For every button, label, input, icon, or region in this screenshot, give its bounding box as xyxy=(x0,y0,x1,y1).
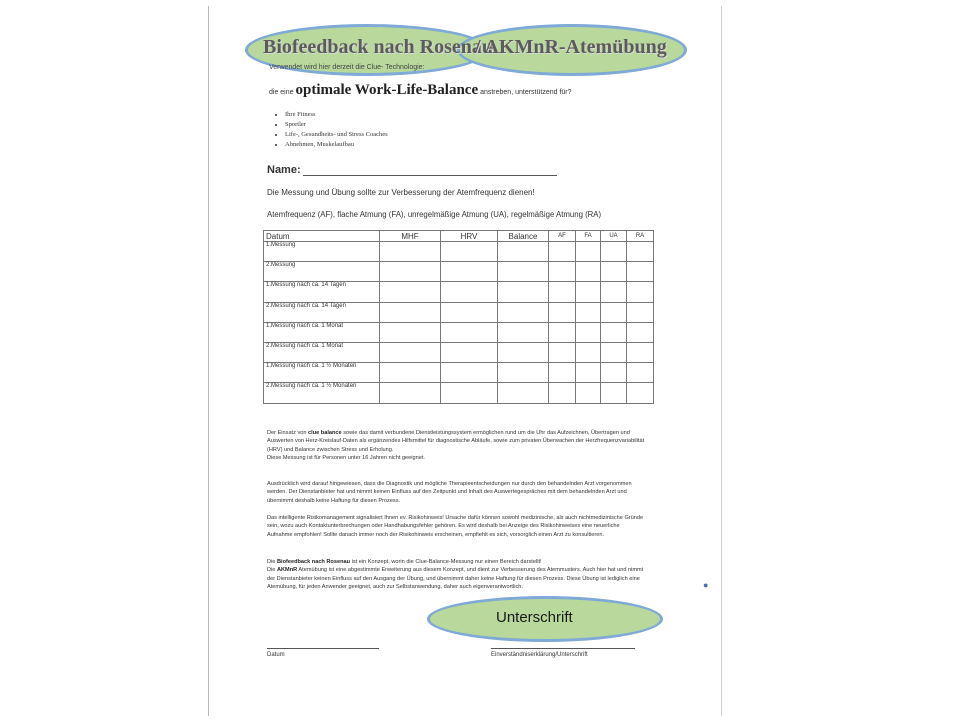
name-field[interactable] xyxy=(303,174,557,176)
cell-hrv[interactable] xyxy=(441,342,498,362)
cell-ra[interactable] xyxy=(627,342,654,362)
col-header-hrv: HRV xyxy=(441,231,498,242)
cell-mhf[interactable] xyxy=(380,383,441,403)
cell-af[interactable] xyxy=(549,262,576,282)
cell-balance[interactable] xyxy=(498,383,549,403)
table-row xyxy=(264,242,654,262)
text: Die xyxy=(267,559,276,565)
list-item: • Ihre Fitness xyxy=(285,110,388,120)
col-header-datum: Datum xyxy=(264,231,380,242)
cell-ra[interactable] xyxy=(627,302,654,322)
target-list xyxy=(271,110,388,150)
cell-af[interactable] xyxy=(549,363,576,383)
cell-ra[interactable] xyxy=(627,262,654,282)
cell-ua[interactable] xyxy=(601,302,627,322)
list-item: • Sportler xyxy=(285,120,388,130)
cell-mhf[interactable] xyxy=(380,322,441,342)
text: ist ein Konzept, worin die Clue-Balance-Messung nur einen Bereich darstellt! xyxy=(351,559,542,565)
cell-ua[interactable] xyxy=(601,242,627,262)
row-label: 2.Messung nach ca. 1 Monat xyxy=(264,342,380,362)
cell-balance[interactable] xyxy=(498,262,549,282)
row-label: 1.Messung xyxy=(264,242,380,262)
name-label: Name: xyxy=(267,164,301,176)
cell-af[interactable] xyxy=(549,302,576,322)
cell-balance[interactable] xyxy=(498,342,549,362)
cell-hrv[interactable] xyxy=(441,322,498,342)
datum-label: Datum xyxy=(267,652,285,658)
text: Atemübung ist eine abgestimmte Erweiterung aus diesem Konzept, und dient zur Verbesserung des Atemmusters. Auch hier hat und nimmt der Dienstanbieter keinen Einfluss auf den Ausgang der Übung, und übernimmt daher keine Haftung für diesen Prozess. Diese Übung ist lediglich eine Atemübung, für jeden Anwender geeignet, auch zur Selbstanwendung, daher auch eigenverantwortlich. xyxy=(267,567,644,590)
title-right: / AKMnR-Atemübung xyxy=(475,36,667,58)
cell-af[interactable] xyxy=(549,322,576,342)
paragraph-risikomanagement: Das intelligente Risikomanagement signalisiert Ihnen ev. Risikohinweis! Ursache dafür können sowohl medizinische, als auch nichtmedizinische Gründe sein, wozu auch Kontaktunterbrechungen oder Handhabungsfehler gehören. Es wird deshalb bei Anzeige des Risikohinweises eine neuerliche Aufnahme empfohlen! Sollte danach immer noch der Risikohinweis erscheinen, empfiehlt es sich, vorsorglich einen Arzt zu konsultieren. xyxy=(267,515,644,538)
col-header-balance: Balance xyxy=(498,231,549,242)
signature-line[interactable] xyxy=(491,648,635,650)
used-technology-text: Verwendet wird hier derzeit die Clue- Technologie: xyxy=(269,64,425,71)
row-label: 2.Messung nach ca. 1 ½ Monaten xyxy=(264,383,380,403)
cell-fa[interactable] xyxy=(576,342,601,362)
table-row xyxy=(264,262,654,282)
cell-mhf[interactable] xyxy=(380,262,441,282)
col-header-ra: RA xyxy=(627,231,654,242)
lead-post: anstreben, unterstützend für? xyxy=(480,89,572,96)
title-left: Biofeedback nach Rosenau xyxy=(263,36,494,58)
text: sowie das damit verbundene Dienstleistungssystem ermöglichen rund um die Uhr das Aufzeichnen, Übertragen und Auswerten von Herz-Kreislauf-Daten als ergänzendes Hilfsmittel für diagnostische Abläufe, sowie zum privaten Überwachen der Herzfrequenzvariabilität (HRV) und Balance zwischen Stress und Erholung. xyxy=(267,430,645,453)
cell-hrv[interactable] xyxy=(441,242,498,262)
cell-af[interactable] xyxy=(549,282,576,302)
table-row xyxy=(264,322,654,342)
cell-fa[interactable] xyxy=(576,302,601,322)
list-item: • Life-, Gesundheits- und Stress Coaches xyxy=(285,130,388,140)
row-label: 2.Messung xyxy=(264,262,380,282)
paragraph-konzept xyxy=(267,558,645,591)
cell-mhf[interactable] xyxy=(380,242,441,262)
col-header-af: AF xyxy=(549,231,576,242)
cell-hrv[interactable] xyxy=(441,363,498,383)
cell-mhf[interactable] xyxy=(380,342,441,362)
cell-ra[interactable] xyxy=(627,383,654,403)
cell-balance[interactable] xyxy=(498,322,549,342)
cell-hrv[interactable] xyxy=(441,262,498,282)
cell-mhf[interactable] xyxy=(380,363,441,383)
table-row xyxy=(264,342,654,362)
table-row xyxy=(264,302,654,322)
table-row xyxy=(264,363,654,383)
row-label: 1.Messung nach ca. 1 ½ Monaten xyxy=(264,363,380,383)
brand-clue-balance: clue balance xyxy=(308,430,342,436)
cell-ra[interactable] xyxy=(627,322,654,342)
cell-hrv[interactable] xyxy=(441,302,498,322)
cell-af[interactable] xyxy=(549,242,576,262)
brand-akmnr: AKMnR xyxy=(276,567,298,574)
consent-label: Einverständniserklärung/Unterschrift xyxy=(491,652,588,658)
paragraph-disclaimer-arzt: Ausdrücklich wird darauf hingewiesen, dass die Diagnostik und mögliche Therapieentscheidungen nur durch den behandelnden Arzt vorgenommen werden. Der Dienstanbieter hat und nimmt keinen Einfluss auf den Zeitpunkt und Inhalt des Auswertegespräches mit dem behandelnden Arzt und übernimmt deshalb keine Haftung für diesen Prozess. xyxy=(267,481,632,504)
cell-ua[interactable] xyxy=(601,383,627,403)
cell-ua[interactable] xyxy=(601,262,627,282)
age-notice: Diese Messung ist für Personen unter 16 Jahren nicht geeignet. xyxy=(267,454,425,461)
lead-line xyxy=(269,82,572,99)
purpose-text: Die Messung und Übung sollte zur Verbesserung der Atemfrequenz dienen! xyxy=(267,188,535,197)
row-label: 2.Messung nach ca. 14 Tagen xyxy=(264,302,380,322)
row-label: 1.Messung nach ca. 1 Monat xyxy=(264,322,380,342)
col-header-fa: FA xyxy=(576,231,601,242)
breathing-legend: Atemfrequenz (AF), flache Atmung (FA), unregelmäßige Atmung (UA), regelmäßige Atmung (RA) xyxy=(267,210,602,219)
cell-af[interactable] xyxy=(549,342,576,362)
cell-ua[interactable] xyxy=(601,322,627,342)
cell-fa[interactable] xyxy=(576,383,601,403)
datum-line[interactable] xyxy=(267,648,379,650)
cell-mhf[interactable] xyxy=(380,302,441,322)
cell-balance[interactable] xyxy=(498,242,549,262)
lead-bold: optimale Work-Life-Balance xyxy=(295,82,479,98)
cell-hrv[interactable] xyxy=(441,282,498,302)
col-header-ua: UA xyxy=(601,231,627,242)
list-item: • Abnehmen, Muskelaufbau xyxy=(285,140,388,150)
text: Der Einsatz von xyxy=(267,430,307,436)
cell-ua[interactable] xyxy=(601,282,627,302)
cell-balance[interactable] xyxy=(498,302,549,322)
cell-mhf[interactable] xyxy=(380,282,441,302)
cell-ra[interactable] xyxy=(627,363,654,383)
cell-ra[interactable] xyxy=(627,282,654,302)
cell-fa[interactable] xyxy=(576,363,601,383)
cell-ua[interactable] xyxy=(601,363,627,383)
table-header-row xyxy=(264,231,654,242)
measurement-table xyxy=(263,230,654,404)
brand-biofeedback: Biofeedback nach Rosenau xyxy=(276,559,351,565)
cell-fa[interactable] xyxy=(576,322,601,342)
cell-hrv[interactable] xyxy=(441,383,498,403)
cell-balance[interactable] xyxy=(498,363,549,383)
table-row xyxy=(264,282,654,302)
col-header-mhf: MHF xyxy=(380,231,441,242)
paragraph-clue-balance xyxy=(267,429,645,462)
cell-af[interactable] xyxy=(549,383,576,403)
cell-balance[interactable] xyxy=(498,282,549,302)
row-label: 1.Messung nach ca. 14 Tagen xyxy=(264,282,380,302)
lead-pre: die eine xyxy=(269,89,294,96)
table-row xyxy=(264,383,654,403)
signature-callout-label: Unterschrift xyxy=(496,609,573,626)
cell-fa[interactable] xyxy=(576,262,601,282)
blue-mark-icon: ● xyxy=(703,580,709,590)
cell-fa[interactable] xyxy=(576,242,601,262)
cell-ra[interactable] xyxy=(627,242,654,262)
cell-fa[interactable] xyxy=(576,282,601,302)
text: Die xyxy=(267,567,276,574)
cell-ua[interactable] xyxy=(601,342,627,362)
